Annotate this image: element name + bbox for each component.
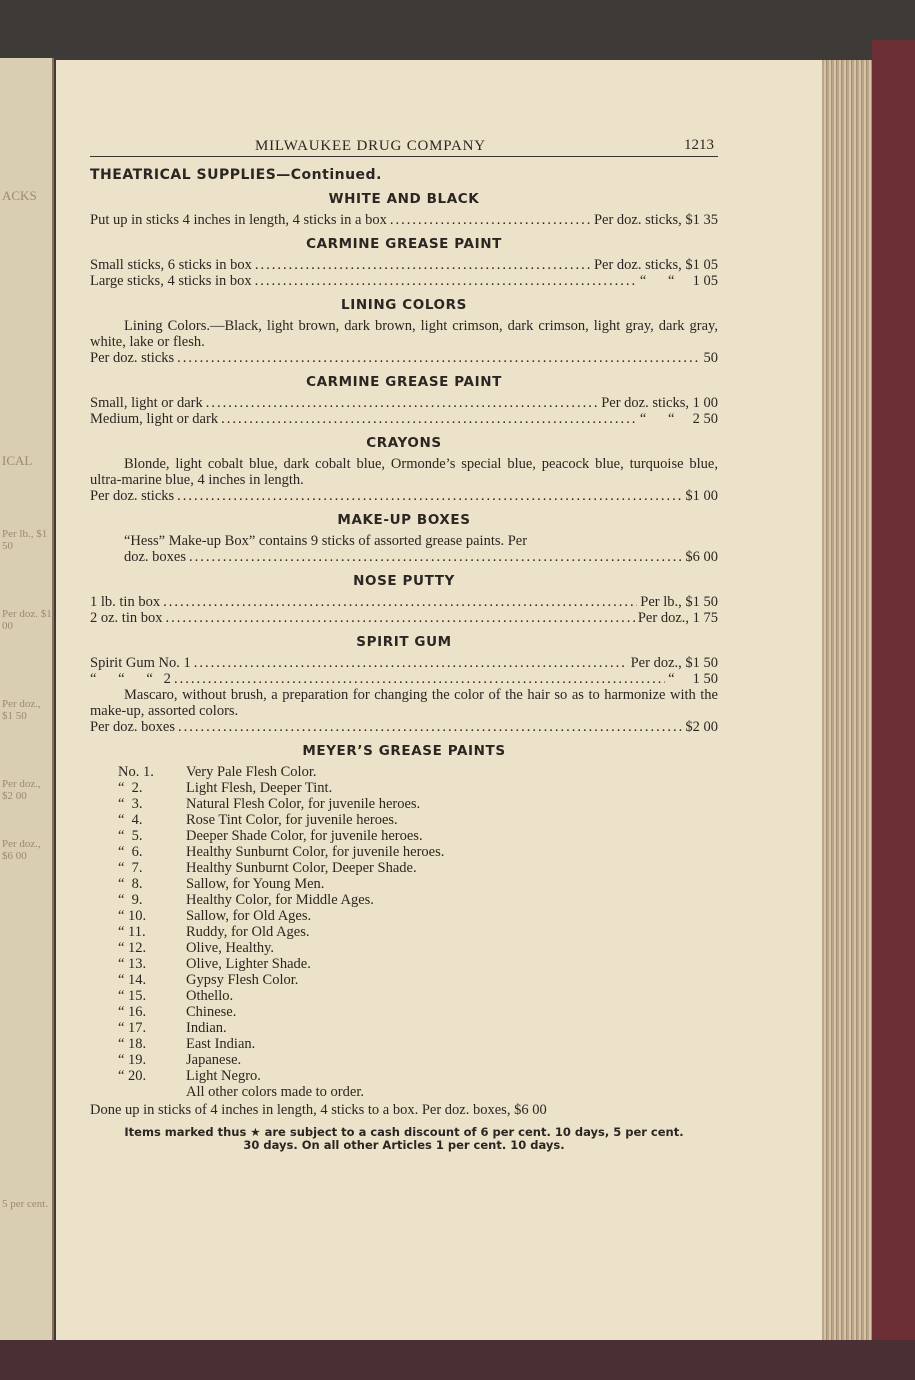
- header-title: MILWAUKEE DRUG COMPANY: [255, 138, 486, 154]
- item-label: doz. boxes: [124, 549, 187, 565]
- leader-dots: [255, 273, 637, 289]
- item-text: Light Negro.: [186, 1068, 261, 1084]
- item-price: $1 00: [685, 488, 718, 504]
- item-number: “ 4.: [118, 812, 143, 828]
- item-text: Deeper Shade Color, for juvenile heroes.: [186, 828, 423, 844]
- item-text: Japanese.: [186, 1052, 242, 1068]
- item-number: “ 7.: [118, 860, 143, 876]
- item-label: Spirit Gum No. 1: [90, 655, 191, 671]
- discount-note-line: 30 days. On all other Articles 1 per cent. 10 days.: [243, 1138, 565, 1152]
- item-text: Rose Tint Color, for juvenile heroes.: [186, 812, 398, 828]
- heading-make-up-boxes: MAKE-UP BOXES: [337, 512, 471, 528]
- price-row: [90, 610, 718, 626]
- list-item: [118, 1036, 718, 1052]
- heading-white-black: WHITE AND BLACK: [328, 191, 480, 207]
- price-row: [90, 350, 718, 366]
- list-item: [118, 780, 718, 796]
- item-label: Per doz. boxes: [90, 719, 175, 735]
- list-item: [118, 924, 718, 940]
- left-fragment: ACKS: [2, 188, 37, 203]
- description: Lining Colors.—Black, light brown, dark brown, light crimson, dark crimson, light gray, dark gray, white, lake or flesh.: [90, 318, 718, 350]
- item-text: Healthy Sunburnt Color, Deeper Shade.: [186, 860, 417, 876]
- left-fragment: Per lb., $1 50: [2, 528, 48, 552]
- item-number: “ 3.: [118, 796, 143, 812]
- item-text: Natural Flesh Color, for juvenile heroes.: [186, 796, 421, 812]
- leader-dots: [178, 719, 682, 735]
- item-number: “ 19.: [118, 1052, 147, 1068]
- price-row: [90, 671, 718, 687]
- item-text: Healthy Color, for Middle Ages.: [186, 892, 374, 908]
- item-label: Large sticks, 4 sticks in box: [90, 273, 252, 289]
- list-item: [118, 908, 718, 924]
- item-number: “ 20.: [118, 1068, 147, 1084]
- discount-note-line: Items marked thus ★ are subject to a cash discount of 6 per cent. 10 days, 5 per cent.: [124, 1125, 684, 1139]
- item-number: “ 14.: [118, 972, 147, 988]
- left-fragment: 5 per cent.: [2, 1198, 49, 1210]
- item-text: Chinese.: [186, 1004, 237, 1020]
- list-item: [118, 972, 718, 988]
- price-row: [90, 655, 718, 671]
- book-cover-bottom: [0, 1340, 915, 1380]
- left-fragment: Per doz., $2 00: [2, 778, 41, 802]
- item-number: “ 9.: [118, 892, 143, 908]
- item-label: Per doz. sticks: [90, 488, 175, 504]
- leader-dots: [194, 655, 628, 671]
- page-edges: [822, 60, 872, 1345]
- price-row: [90, 257, 718, 273]
- item-text: Indian.: [186, 1020, 227, 1036]
- heading-lining-colors: LINING COLORS: [341, 297, 467, 313]
- leader-dots: [174, 671, 665, 687]
- item-text: Ruddy, for Old Ages.: [186, 924, 310, 940]
- heading-meyers-grease-paints: MEYER’S GREASE PAINTS: [302, 743, 506, 759]
- leader-dots: [166, 610, 635, 626]
- heading-carmine-grease-paint-2: CARMINE GREASE PAINT: [306, 374, 502, 390]
- item-number: “ 6.: [118, 844, 143, 860]
- item-label: “ “ “ 2: [90, 671, 171, 687]
- list-item: [118, 940, 718, 956]
- list-item: [118, 796, 718, 812]
- item-price: “ “ 2 50: [639, 411, 718, 427]
- leader-dots: [177, 488, 682, 504]
- list-item: [118, 1004, 718, 1020]
- list-item: [118, 828, 718, 844]
- book-cover: [872, 40, 915, 1360]
- price-row: [90, 273, 718, 289]
- left-fragment: Per doz., $1 50: [2, 698, 41, 722]
- item-text: Gypsy Flesh Color.: [186, 972, 299, 988]
- item-text: Othello.: [186, 988, 234, 1004]
- item-price: 50: [703, 350, 718, 366]
- item-text: Olive, Healthy.: [186, 940, 275, 956]
- item-text: Light Flesh, Deeper Tint.: [186, 780, 333, 796]
- description: Mascaro, without brush, a preparation for changing the color of the hair so as to harmonize with the make-up, assorted colors.: [90, 687, 718, 719]
- price-row: [90, 488, 718, 504]
- list-item: [118, 812, 718, 828]
- description: “Hess” Make-up Box” contains 9 sticks of assorted grease paints. Per: [124, 533, 528, 549]
- color-list-note-wrap: [118, 1084, 718, 1100]
- item-number: “ 8.: [118, 876, 143, 892]
- item-text: Healthy Sunburnt Color, for juvenile heroes.: [186, 844, 445, 860]
- leader-dots: [163, 594, 637, 610]
- page-content: [90, 134, 718, 1152]
- price-row: [90, 594, 718, 610]
- heading-carmine-grease-paint: CARMINE GREASE PAINT: [306, 236, 502, 252]
- item-price: Per lb., $1 50: [640, 594, 718, 610]
- discount-note: [90, 1126, 718, 1152]
- item-text: East Indian.: [186, 1036, 256, 1052]
- list-item: [118, 1068, 718, 1084]
- list-item: [118, 988, 718, 1004]
- item-number: “ 11.: [118, 924, 146, 940]
- item-label: Small, light or dark: [90, 395, 203, 411]
- heading-nose-putty: NOSE PUTTY: [353, 573, 455, 589]
- list-note: All other colors made to order.: [186, 1084, 364, 1100]
- list-item: [118, 1020, 718, 1036]
- leader-dots: [221, 411, 637, 427]
- left-fragment: Per doz., $6 00: [2, 838, 41, 862]
- item-price: Per doz. sticks, $1 05: [593, 257, 718, 273]
- item-number: No. 1.: [118, 764, 154, 780]
- leader-dots: [206, 395, 598, 411]
- price-row: [90, 549, 718, 565]
- item-label: Per doz. sticks: [90, 350, 175, 366]
- price-row: [90, 719, 718, 735]
- item-number: “ 18.: [118, 1036, 147, 1052]
- item-number: “ 5.: [118, 828, 143, 844]
- heading-crayons: CRAYONS: [366, 435, 442, 451]
- item-text: Very Pale Flesh Color.: [186, 764, 317, 780]
- page-number: 1213: [684, 137, 714, 153]
- item-price: “ “ 1 05: [639, 273, 718, 289]
- item-label: 2 oz. tin box: [90, 610, 163, 626]
- item-number: “ 10.: [118, 908, 147, 924]
- item-price: Per doz., $1 50: [630, 655, 718, 671]
- item-price: Per doz. sticks, 1 00: [601, 395, 718, 411]
- leader-dots: [189, 549, 682, 565]
- list-item: [118, 764, 718, 780]
- item-price: $6 00: [685, 549, 718, 565]
- heading-spirit-gum: SPIRIT GUM: [356, 634, 452, 650]
- item-label: 1 lb. tin box: [90, 594, 161, 610]
- section-title: THEATRICAL SUPPLIES—Continued.: [90, 167, 382, 183]
- price-row: [90, 411, 718, 427]
- leader-dots: [390, 212, 591, 228]
- leader-dots: [177, 350, 700, 366]
- item-text: Sallow, for Young Men.: [186, 876, 325, 892]
- list-item: [118, 892, 718, 908]
- list-item: [118, 956, 718, 972]
- price-row: [90, 212, 718, 228]
- item-text: Olive, Lighter Shade.: [186, 956, 311, 972]
- description: Blonde, light cobalt blue, dark cobalt blue, Ormonde’s special blue, peacock blue, turquoise blue, ultra-marine blue, 4 inches in length.: [90, 456, 718, 488]
- item-label: Put up in sticks 4 inches in length, 4 sticks in a box: [90, 212, 387, 228]
- item-number: “ 16.: [118, 1004, 147, 1020]
- item-number: “ 12.: [118, 940, 147, 956]
- list-item: [118, 860, 718, 876]
- item-price: $2 00: [685, 719, 718, 735]
- price-row: [90, 395, 718, 411]
- item-label: Medium, light or dark: [90, 411, 219, 427]
- item-label: Small sticks, 6 sticks in box: [90, 257, 252, 273]
- item-price: Per doz., 1 75: [637, 610, 718, 626]
- list-item: [118, 876, 718, 892]
- item-price: Per doz. sticks, $1 35: [593, 212, 718, 228]
- left-fragment: Per doz. $1 00: [2, 608, 52, 632]
- color-list: [118, 764, 718, 1084]
- leader-dots: [255, 257, 591, 273]
- item-number: “ 2.: [118, 780, 143, 796]
- adjacent-page-edge: [0, 58, 54, 1348]
- item-number: “ 17.: [118, 1020, 147, 1036]
- item-number: “ 15.: [118, 988, 147, 1004]
- done-up-line: Done up in sticks of 4 inches in length, 4 sticks to a box. Per doz. boxes, $6 00: [90, 1102, 547, 1118]
- item-text: Sallow, for Old Ages.: [186, 908, 312, 924]
- catalog-page: [56, 60, 822, 1340]
- list-item: [118, 844, 718, 860]
- list-item: [118, 1052, 718, 1068]
- running-header: [90, 134, 718, 157]
- item-price: “ 1 50: [668, 671, 718, 687]
- left-fragment: ICAL: [2, 453, 33, 468]
- item-number: “ 13.: [118, 956, 147, 972]
